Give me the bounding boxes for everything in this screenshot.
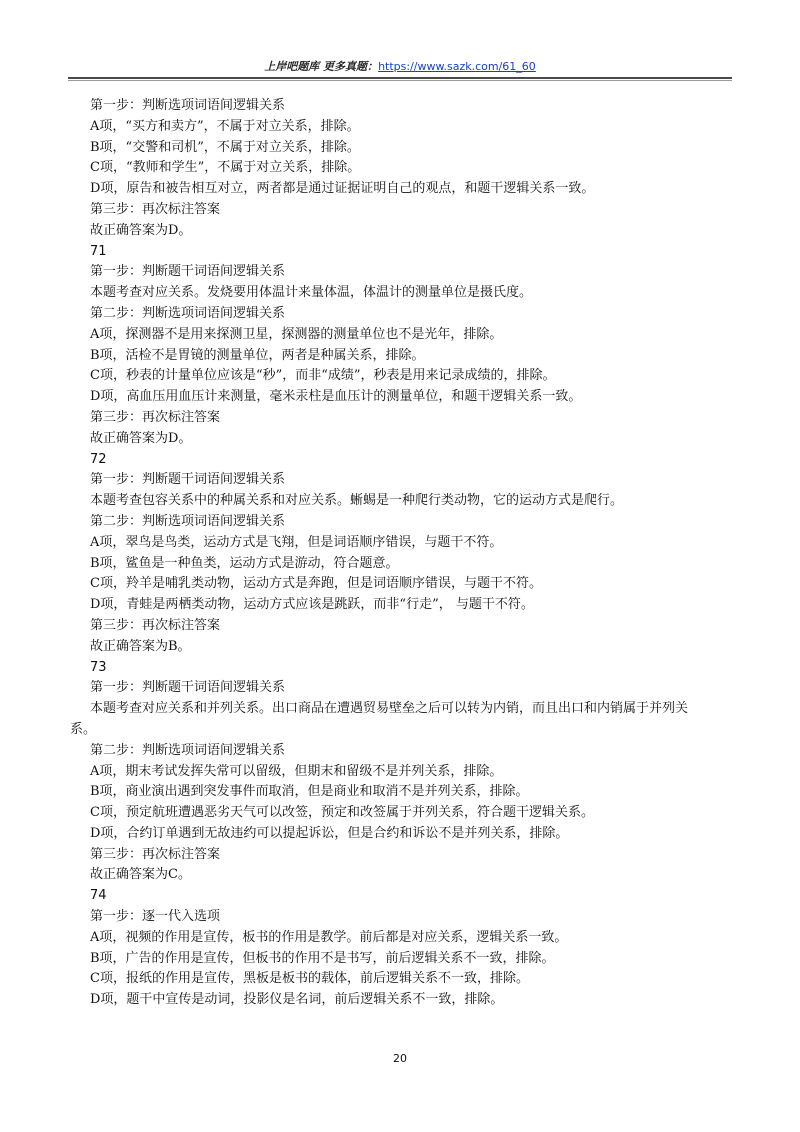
text-line-content: B项，广告的作用是宣传，但板书的作用不是书写，前后逻辑关系不一致，排除。 bbox=[90, 950, 555, 966]
text-line-content: 第三步：再次标注答案 bbox=[90, 409, 221, 425]
text-line bbox=[70, 158, 742, 179]
text-line bbox=[70, 366, 742, 387]
text-line bbox=[70, 117, 742, 138]
text-line bbox=[70, 990, 742, 1011]
text-line-content: C项，报纸的作用是宣传，黑板是板书的载体，前后逻辑关系不一致，排除。 bbox=[90, 971, 529, 987]
text-line-content: 第二步：判断选项词语间逻辑关系 bbox=[90, 742, 286, 758]
text-line-content: 故正确答案为D。 bbox=[90, 222, 192, 238]
text-line-content: 第一步：判断题干词语间逻辑关系 bbox=[90, 680, 286, 696]
text-line-content: 第一步：判断题干词语间逻辑关系 bbox=[90, 472, 286, 488]
text-line bbox=[70, 512, 742, 533]
text-line bbox=[70, 325, 742, 346]
text-line bbox=[70, 179, 742, 200]
text-line bbox=[70, 533, 742, 554]
page-number: 20 bbox=[393, 1052, 407, 1065]
text-line-content: A项，期末考试发挥失常可以留级，但期末和留级不是并列关系，排除。 bbox=[90, 763, 503, 779]
text-line bbox=[70, 574, 742, 595]
text-line-content: D项，高血压用血压计来测量，毫米汞柱是血压计的测量单位，和题干逻辑关系一致。 bbox=[90, 389, 582, 405]
text-line bbox=[70, 949, 742, 970]
text-line bbox=[70, 907, 742, 928]
text-line-content: 第三步：再次标注答案 bbox=[90, 617, 221, 633]
text-line-content: A项，视频的作用是宣传，板书的作用是教学。前后都是对应关系，逻辑关系一致。 bbox=[90, 929, 568, 945]
text-line-content: 第一步：逐一代入选项 bbox=[90, 909, 221, 925]
text-line-content: A项，探测器不是用来探测卫星，探测器的测量单位也不是光年，排除。 bbox=[90, 326, 503, 342]
text-line bbox=[70, 408, 742, 429]
text-line bbox=[70, 470, 742, 491]
text-line-content: B项，活检不是胃镜的测量单位，两者是种属关系，排除。 bbox=[90, 347, 425, 363]
text-line bbox=[70, 762, 742, 783]
text-line bbox=[70, 845, 742, 866]
text-line bbox=[70, 554, 742, 575]
text-line-content: 故正确答案为C。 bbox=[90, 867, 191, 883]
text-line bbox=[70, 96, 742, 117]
text-line-content: 71 bbox=[90, 243, 107, 259]
text-line bbox=[70, 616, 742, 637]
text-line-content: D项，青蛙是两栖类动物，运动方式应该是跳跃，而非“行走”， 与题干不符。 bbox=[90, 597, 534, 613]
text-line-content: C项，羚羊是哺乳类动物，运动方式是奔跑，但是词语顺序错误，与题干不符。 bbox=[90, 576, 542, 592]
text-line bbox=[70, 699, 742, 741]
text-line bbox=[70, 346, 742, 367]
header-divider bbox=[68, 77, 732, 79]
text-line-content: 本题考查对应关系。发烧要用体温计来量体温，体温计的测量单位是摄氏度。 bbox=[90, 285, 533, 301]
text-line-content: 第三步：再次标注答案 bbox=[90, 846, 221, 862]
text-line bbox=[70, 221, 742, 242]
question-number bbox=[70, 450, 742, 471]
text-line-content: C项，“教师和学生”，不属于对立关系，排除。 bbox=[90, 160, 361, 176]
text-line-content: B项，“交警和司机”，不属于对立关系，排除。 bbox=[90, 139, 360, 155]
text-line bbox=[70, 429, 742, 450]
text-line-content: A项，翠鸟是鸟类，运动方式是飞翔，但是词语顺序错误，与题干不符。 bbox=[90, 534, 503, 550]
text-line bbox=[70, 803, 742, 824]
text-line-continuation: 系。 bbox=[70, 721, 97, 737]
question-number bbox=[70, 242, 742, 263]
text-line bbox=[70, 741, 742, 762]
text-line-content: D项，题干中宣传是动词，投影仪是名词，前后逻辑关系不一致，排除。 bbox=[90, 992, 504, 1008]
text-line bbox=[70, 304, 742, 325]
text-line-content: A项，“买方和卖方”，不属于对立关系，排除。 bbox=[90, 118, 360, 134]
header-divider-thin bbox=[68, 80, 732, 81]
text-line-content: 74 bbox=[90, 888, 107, 904]
text-line bbox=[70, 262, 742, 283]
text-line bbox=[70, 865, 742, 886]
question-number bbox=[70, 886, 742, 907]
text-line-content: 故正确答案为B。 bbox=[90, 638, 191, 654]
question-number bbox=[70, 658, 742, 679]
text-line-content: B项，鲨鱼是一种鱼类，运动方式是游动，符合题意。 bbox=[90, 555, 399, 571]
text-line bbox=[70, 928, 742, 949]
document-body bbox=[70, 96, 742, 1011]
text-line bbox=[70, 138, 742, 159]
text-line-content: 本题考查对应关系和并列关系。出口商品在遭遇贸易壁垒之后可以转为内销，而且出口和内销属于并列关 bbox=[90, 701, 689, 717]
text-line bbox=[70, 595, 742, 616]
text-line-content: C项，预定航班遭遇恶劣天气可以改签，预定和改签属于并列关系，符合题干逻辑关系。 bbox=[90, 805, 594, 821]
text-line-content: 72 bbox=[90, 451, 107, 467]
text-line bbox=[70, 824, 742, 845]
text-line-content: D项，原告和被告相互对立，两者都是通过证据证明自己的观点，和题干逻辑关系一致。 bbox=[90, 181, 595, 197]
text-line-content: 第二步：判断选项词语间逻辑关系 bbox=[90, 305, 286, 321]
text-line-content: 第三步：再次标注答案 bbox=[90, 201, 221, 217]
text-line-content: 第一步：判断题干词语间逻辑关系 bbox=[90, 264, 286, 280]
text-line-content: B项，商业演出遇到突发事件而取消，但是商业和取消不是并列关系，排除。 bbox=[90, 784, 529, 800]
text-line bbox=[70, 283, 742, 304]
text-line bbox=[70, 678, 742, 699]
text-line-content: 73 bbox=[90, 659, 107, 675]
text-line bbox=[70, 969, 742, 990]
header-title: 上岸吧题库 更多真题： bbox=[264, 60, 379, 73]
text-line-content: 第二步：判断选项词语间逻辑关系 bbox=[90, 513, 286, 529]
text-line bbox=[70, 491, 742, 512]
text-line bbox=[70, 387, 742, 408]
text-line-content: 故正确答案为D。 bbox=[90, 430, 192, 446]
text-line bbox=[70, 200, 742, 221]
text-line bbox=[70, 782, 742, 803]
text-line-content: 本题考查包容关系中的种属关系和对应关系。蜥蜴是一种爬行类动物，它的运动方式是爬行。 bbox=[90, 493, 624, 509]
header-link[interactable]: https://www.sazk.com/61_60 bbox=[378, 60, 536, 73]
text-line bbox=[70, 637, 742, 658]
page-header bbox=[66, 58, 734, 74]
text-line-content: 第一步：判断选项词语间逻辑关系 bbox=[90, 98, 286, 113]
text-line-content: D项，合约订单遇到无故违约可以提起诉讼，但是合约和诉讼不是并列关系，排除。 bbox=[90, 825, 569, 841]
text-line-content: C项，秒表的计量单位应该是“秒”，而非“成绩”，秒表是用来记录成绩的，排除。 bbox=[90, 368, 556, 384]
